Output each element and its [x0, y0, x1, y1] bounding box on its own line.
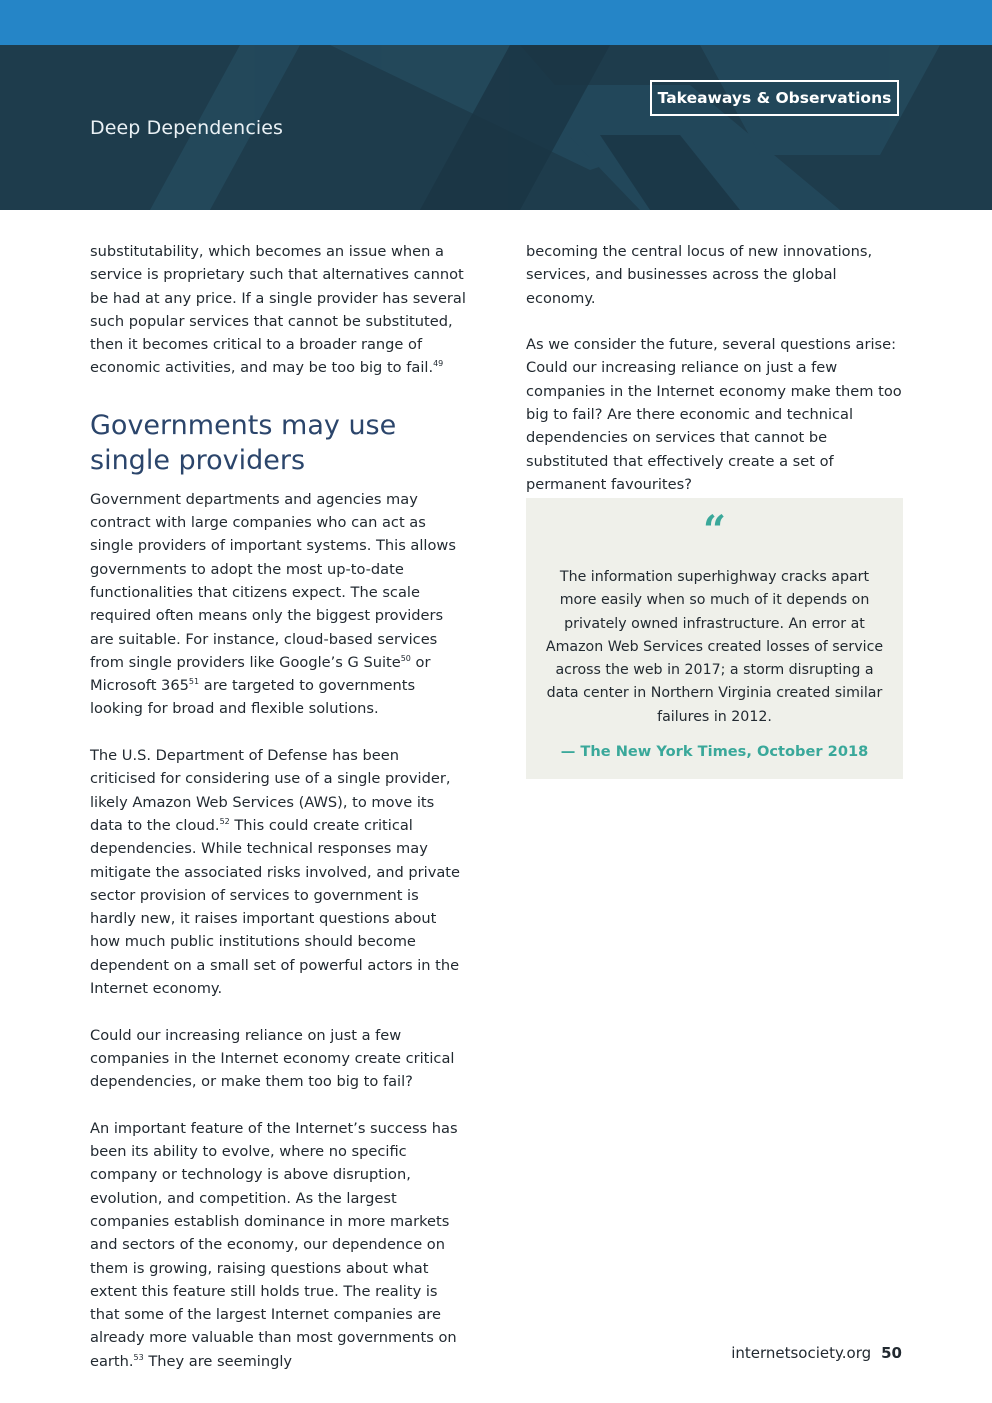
- quote-source: — The New York Times, October 2018: [560, 743, 869, 761]
- footnote-ref: 49: [433, 359, 444, 369]
- right-column: [526, 240, 904, 520]
- paragraph: [90, 1117, 468, 1373]
- footnote-ref: 50: [400, 653, 411, 663]
- paragraph: Could our increasing reliance on just a few companies in the Internet economy create critical dependencies, or make them too big to fail?: [90, 1026, 455, 1091]
- paragraph-text: substitutability, which becomes an issue when a service is proprietary such that alternatives cannot be had at any price. If a single provider has several such popular services that cannot be substituted, then it becomes critical to a broader range of economic activities, and may be too big to fail.: [90, 243, 466, 377]
- paragraph-text: or Microsoft 365: [90, 653, 431, 695]
- paragraph-text: The U.S. Department of Defense has been criticised for considering use of a single provider, likely Amazon Web Services (AWS), to move its data to the cloud.: [90, 747, 451, 834]
- paragraph-text: are targeted to governments looking for broad and flexible solutions.: [90, 677, 416, 718]
- top-accent-bar: [0, 0, 992, 45]
- paragraph-text: Government departments and agencies may contract with large companies who can act as single providers of important systems. This allows governments to adopt the most up-to-date functionalities that citizens expect. The scale required often means only the biggest providers are suitable. For instance, cloud-based services from single providers like Google’s G Suite: [90, 490, 456, 671]
- header-banner: [0, 45, 992, 210]
- footnote-ref: 51: [188, 677, 200, 687]
- section-title: Deep Dependencies: [90, 117, 284, 139]
- left-column: [90, 240, 468, 1396]
- page-number: 50: [881, 1344, 902, 1362]
- paragraph: [90, 240, 468, 380]
- paragraph: [90, 488, 468, 721]
- footer-site: internetsociety.org: [731, 1344, 872, 1362]
- paragraph-text: This could create critical dependencies. While technical responses may mitigate the associated risks involved, and private sector provision of services to government is hardly new, it raises important questions about how much public institutions should become dependent on a small set of powerful actors in the Internet economy.: [90, 816, 461, 998]
- pull-quote: [526, 498, 903, 779]
- takeaways-tag: Takeaways & Observations: [650, 80, 899, 116]
- footnote-ref: 53: [133, 1352, 144, 1362]
- page-footer: [731, 1344, 902, 1362]
- paragraph: As we consider the future, several questions arise: Could our increasing reliance on just a few companies in the Internet economy make them too big to fail? Are there economic and technical dependencies on services that cannot be substituted that effectively create a set of permanent favourites?: [526, 336, 902, 493]
- paragraph: becoming the central locus of new innovations, services, and businesses across the global economy.: [526, 243, 873, 307]
- paragraph-text: An important feature of the Internet’s success has been its ability to evolve, where no specific company or technology is above disruption, evolution, and competition. As the largest companies establish dominance in more markets and sectors of the economy, our dependence on them is growing, raising questions about what extent this feature still holds true. The reality is that some of the largest Internet companies are already more valuable than most governments on earth.: [90, 1119, 458, 1370]
- footnote-ref: 52: [219, 816, 230, 826]
- paragraph-text: They are seemingly: [143, 1352, 293, 1370]
- heading-line: single providers: [90, 444, 306, 476]
- section-heading: [90, 408, 468, 478]
- paragraph: [90, 744, 468, 1000]
- quote-mark-icon: “: [702, 507, 726, 554]
- heading-line: Governments may use: [90, 409, 397, 441]
- quote-text: The information superhighway cracks apart more easily when so much of it depends on privately owned infrastructure. An error at Amazon Web Services created losses of service across the web in 2017; a storm disrupting a data center in Northern Virginia created similar failures in 2012.: [545, 569, 884, 725]
